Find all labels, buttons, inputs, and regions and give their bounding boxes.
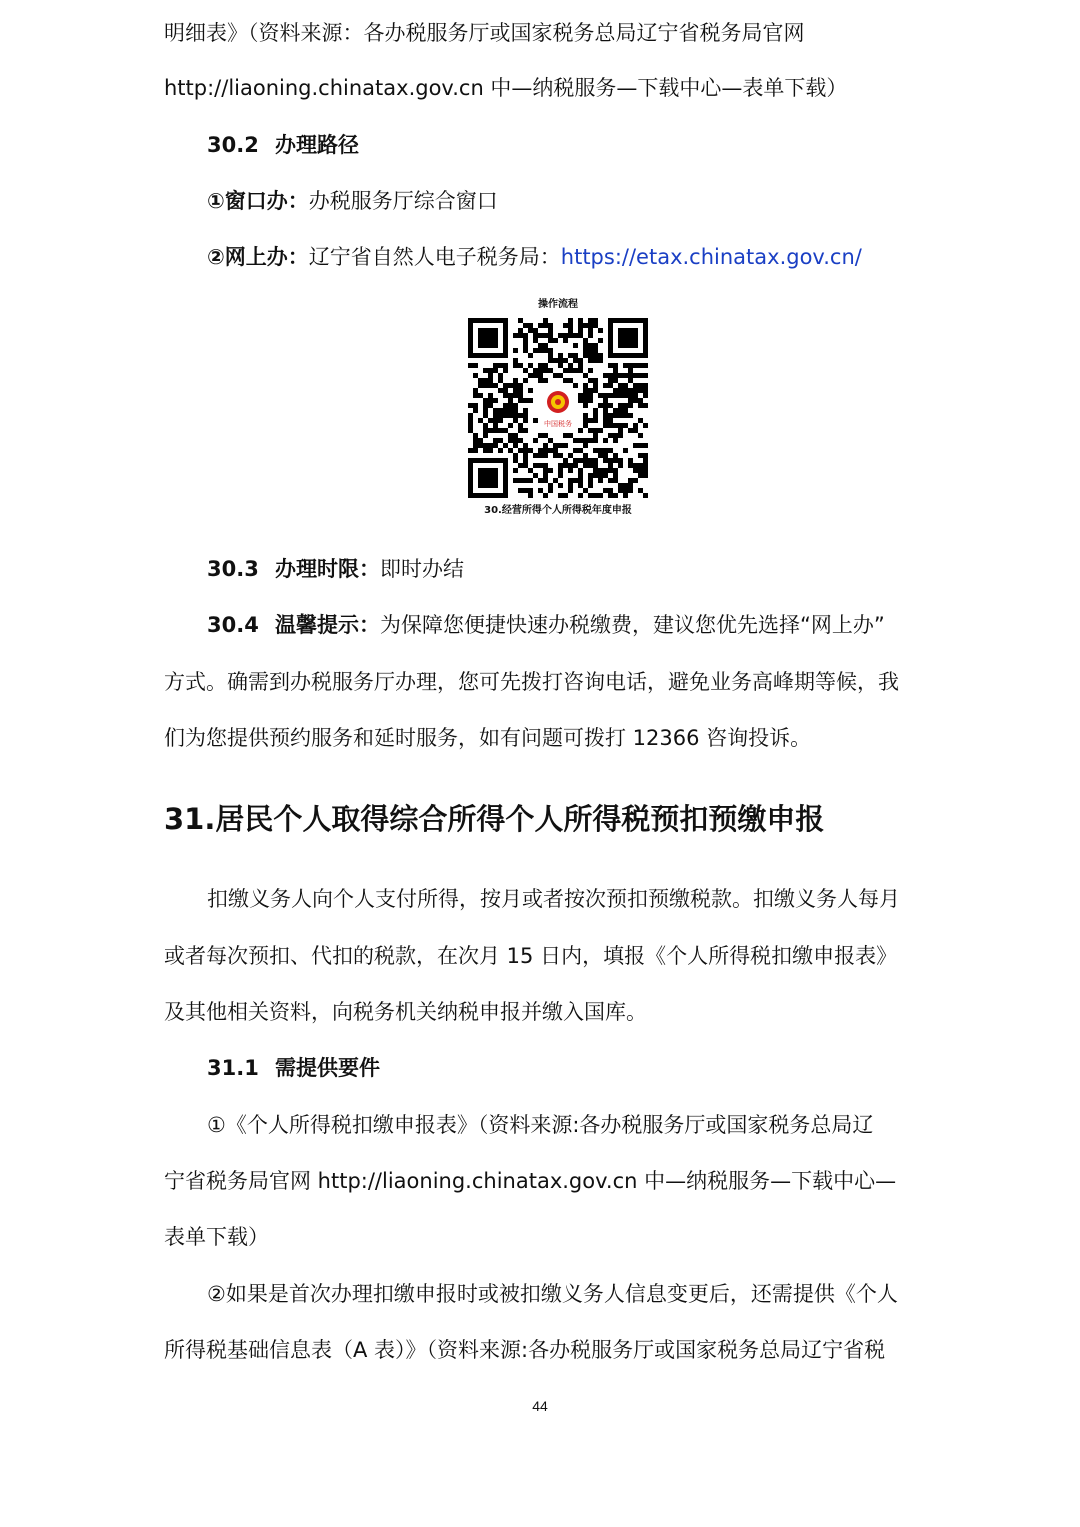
section-text: 即时办结 xyxy=(380,557,464,581)
section-30-3 xyxy=(207,554,464,584)
para-31-line-2: 或者每次预扣、代扣的税款，在次月 15 日内，填报《个人所得税扣缴申报表》 xyxy=(164,944,898,968)
line-2: http://liaoning.chinatax.gov.cn 中—纳税服务—下载中心—表单下载） xyxy=(164,76,848,100)
section-31-heading: 31.居民个人取得综合所得个人所得税预扣预缴申报 xyxy=(164,802,825,836)
qr-finder-top-right xyxy=(608,318,648,358)
section-number: 30.2 xyxy=(207,133,259,157)
section-30-2-heading xyxy=(207,130,359,160)
req-2-line-1: ②如果是首次办理扣缴申报时或被扣缴义务人信息变更后，还需提供《个人 xyxy=(207,1282,898,1306)
section-number: 30.3 xyxy=(207,557,259,581)
req-1-line-1: ①《个人所得税扣缴申报表》（资料来源:各办税服务厅或国家税务总局辽 xyxy=(207,1113,874,1137)
qr-code-block xyxy=(458,298,658,518)
para-31-line-3: 及其他相关资料，向税务机关纳税申报并缴入国库。 xyxy=(164,1000,647,1024)
section-label: 办理时限： xyxy=(275,557,380,581)
window-route xyxy=(207,186,498,216)
emblem-text: 中国税务 xyxy=(544,420,572,428)
para-31-line-1: 扣缴义务人向个人支付所得，按月或者按次预扣预缴税款。扣缴义务人每月 xyxy=(207,887,900,911)
section-title: 需提供要件 xyxy=(275,1056,380,1080)
section-title: 办理路径 xyxy=(275,133,359,157)
qr-finder-top-left xyxy=(468,318,508,358)
line-1: 明细表》（资料来源：各办税服务厅或国家税务总局辽宁省税务局官网 xyxy=(164,21,805,45)
page-number: 44 xyxy=(532,1398,548,1414)
tax-emblem-icon xyxy=(540,388,576,430)
section-31-1-heading xyxy=(207,1053,380,1083)
section-number: 31.1 xyxy=(207,1056,259,1080)
window-text: 办税服务厅综合窗口 xyxy=(308,189,498,213)
qr-code-icon[interactable] xyxy=(466,316,650,500)
req-2-line-2: 所得税基础信息表（A 表）》（资料来源:各办税服务厅或国家税务总局辽宁省税 xyxy=(164,1338,886,1362)
req-1-line-3: 表单下载） xyxy=(164,1225,269,1249)
tip-line-2: 方式。确需到办税服务厅办理，您可先拨打咨询电话，避免业务高峰期等候，我 xyxy=(164,670,899,694)
section-label: 温馨提示： xyxy=(275,613,380,637)
qr-top-label: 操作流程 xyxy=(538,299,578,310)
req-1-line-2: 宁省税务局官网 http://liaoning.chinatax.gov.cn 中—纳税服务—下载中心— xyxy=(164,1169,897,1193)
section-number: 30.4 xyxy=(207,613,259,637)
window-label: ①窗口办： xyxy=(207,189,309,213)
qr-caption: 30.经营所得个人所得税年度申报 xyxy=(484,505,632,516)
section-30-4 xyxy=(207,610,885,640)
online-route xyxy=(207,242,862,272)
section-text: 为保障您便捷快速办税缴费，建议您优先选择“网上办” xyxy=(380,613,885,637)
qr-finder-bottom-left xyxy=(468,458,508,498)
online-label: ②网上办： xyxy=(207,245,309,269)
etax-link[interactable]: https://etax.chinatax.gov.cn/ xyxy=(560,245,862,269)
tip-line-3: 们为您提供预约服务和延时服务，如有问题可拨打 12366 咨询投诉。 xyxy=(164,726,812,750)
online-text: 辽宁省自然人电子税务局： xyxy=(308,245,561,269)
